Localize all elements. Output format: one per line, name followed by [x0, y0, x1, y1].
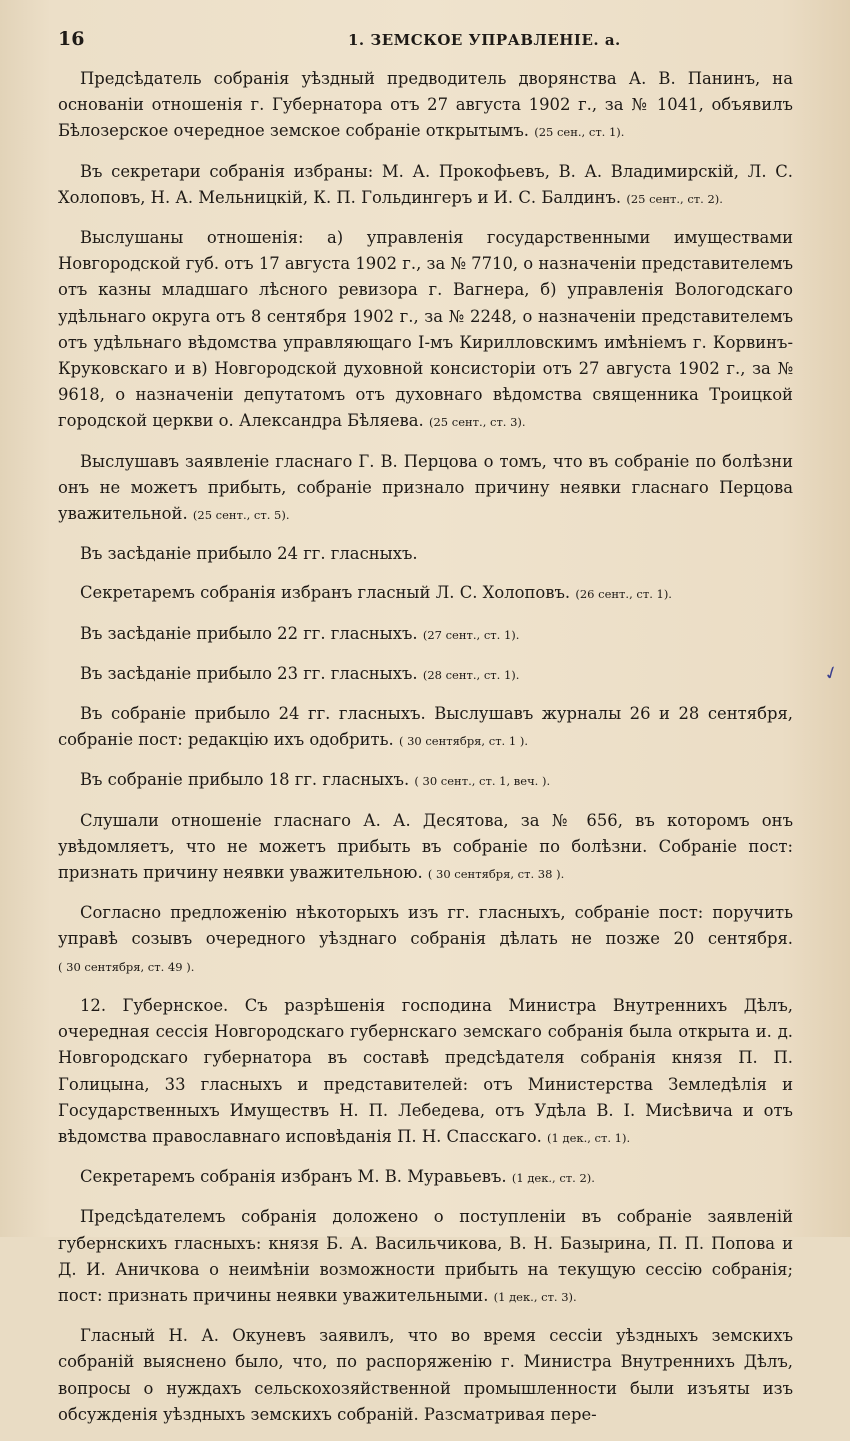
paragraph-text: Слушали отношеніе гласнаго А. А. Десятова, за № 656, въ которомъ онъ увѣдомляетъ, что не можетъ прибыть въ собраніе по болѣзни. Собраніе пост: признать причину неявки уважительною. [58, 810, 793, 883]
paragraph-13 [58, 993, 793, 1151]
paragraph-text: Въ собраніе прибыло 24 гг. гласныхъ. Выслушавъ журналы 26 и 28 сентября, собраніе пост: редакцію ихъ одобрить. [58, 704, 793, 750]
paragraph-text: Въ секретари собранія избраны: М. А. Прокофьевъ, В. А. Владимирскій, Л. С. Холоповъ, Н. А. Мельницкій, К. П. Гольдингеръ и И. С. Балдинъ. [58, 161, 793, 207]
paragraph-text: Предсѣдатель собранія уѣздный предводитель дворянства А. В. Панинъ, на основаніи отношенія г. Губернатора отъ 27 августа 1902 г., за № 1041, объявилъ Бѣлозерское очередное земское собраніе открытымъ. [58, 69, 793, 141]
reference: (28 сент., ст. 1). [422, 667, 520, 682]
paragraph-text: Въ засѣданіе прибыло 24 гг. гласныхъ. [80, 544, 418, 564]
reference: (26 сент., ст. 1). [575, 587, 672, 602]
paragraph-text: 12. Губернское. Съ разрѣшенія господина Министра Внутреннихъ Дѣлъ, очередная сессія Новгородскаго губернскаго земскаго собранія была открыта и. д. Новгородскаго губернатора въ составѣ предсѣдателя собранія князя П. П. Голицына, 33 гласныхъ и представителей: отъ Министерства Земледѣлія и Государственныхъ Имуществъ Н. П. Лебедева, отъ Удѣла В. І. Мисѣвича и отъ вѣдомства православнаго исповѣданія П. Н. Спасскаго. [58, 995, 793, 1146]
reference: (25 сент., ст. 5). [192, 508, 290, 523]
paragraph-10 [58, 767, 793, 794]
paragraph-15 [58, 1204, 793, 1310]
paragraph-3 [58, 225, 793, 436]
reference: ( 30 сент., ст. 1, веч. ). [414, 774, 551, 789]
margin-check-mark-icon: ✓ [820, 661, 843, 686]
running-head: 1. ЗЕМСКОЕ УПРАВЛЕНІЕ. а. [348, 31, 621, 49]
reference: (25 сен., ст. 1). [534, 125, 625, 140]
paragraph-4 [58, 449, 793, 529]
paragraph-text: Согласно предложенію нѣкоторыхъ изъ гг. гласныхъ, собраніе пост: поручить управѣ созывъ очередного уѣзднаго собранія дѣлать не позже 20 сентября. [58, 903, 793, 949]
reference: ( 30 сентября, ст. 38 ). [427, 867, 565, 882]
paragraph-text: Въ засѣданіе прибыло 22 гг. гласныхъ. [80, 623, 418, 643]
paragraph-14 [58, 1164, 793, 1191]
reference: (27 сент., ст. 1). [422, 627, 520, 642]
paragraph-5 [58, 541, 793, 567]
paragraph-8 [58, 661, 793, 688]
body-text [58, 66, 793, 1441]
paragraph-text: Предсѣдателемъ собранія доложено о поступленіи въ собраніе заявленій губернскихъ гласныхъ: князя Б. А. Васильчикова, В. Н. Базырина, П. П. Попова и Д. И. Аничкова о неимѣніи возможности прибыть на текущую сессію собранія; пост: признать причины неявки уважительными. [58, 1207, 793, 1305]
reference: (1 дек., ст. 1). [547, 1130, 631, 1145]
paragraph-text: Въ засѣданіе прибыло 23 гг. гласныхъ. [80, 663, 418, 683]
paragraph-1 [58, 66, 793, 146]
page-number: 16 [58, 28, 85, 50]
paragraph-11 [58, 808, 793, 888]
reference: ( 30 сентября, ст. 49 ). [58, 959, 195, 974]
paragraph-text: Гласный Н. А. Окуневъ заявилъ, что во время сессіи уѣздныхъ земскихъ собраній выяснено было, что, по распоряженію г. Министра Внутреннихъ Дѣлъ, вопросы о нуждахъ сельскохозяйственной промышленности были изъяты изъ обсужденія уѣздныхъ земскихъ собраній. Разсматривая пере- [58, 1326, 793, 1424]
paragraph-text: Выслушаны отношенія: а) управленія государственными имуществами Новгородской губ. отъ 17 августа 1902 г., за № 7710, о назначеніи представителемъ отъ казны младшаго лѣсного ревизора г. Вагнера, б) управленія Вологодскаго удѣльнаго округа отъ 8 сентября 1902 г., за № 2248, о назначеніи представителемъ отъ удѣльнаго вѣдомства управляющаго I-мъ Кирилловскимъ имѣніемъ г. Корвинъ-Круковскаго и в) Новгородской духовной консисторіи отъ 27 августа 1902 г., за № 9618, о назначеніи депутатомъ отъ духовнаго вѣдомства священника Троицкой городской церкви о. Александра Бѣляева. [58, 228, 793, 431]
reference: (1 дек., ст. 3). [493, 1289, 577, 1304]
paragraph-text: Секретаремъ собранія избранъ М. В. Муравьевъ. [80, 1167, 507, 1187]
reference: (25 сент., ст. 2). [626, 191, 723, 206]
paragraph-9 [58, 701, 793, 754]
paragraph-text: Секретаремъ собранія избранъ гласный Л. С. Холоповъ. [80, 583, 571, 603]
reference: (1 дек., ст. 2). [511, 1171, 595, 1186]
paragraph-12 [58, 900, 793, 980]
paragraph-6 [58, 580, 793, 607]
paragraph-16 [58, 1323, 793, 1428]
page-header [58, 28, 792, 52]
reference: ( 30 сентября, ст. 1 ). [398, 734, 528, 749]
reference: (25 сент., ст. 3). [428, 415, 526, 430]
paragraph-2 [58, 159, 793, 212]
paragraph-7 [58, 621, 793, 648]
paragraph-text: Выслушавъ заявленіе гласнаго Г. В. Перцова о томъ, что въ собраніе по болѣзни онъ не можетъ прибыть, собраніе признало причину неявки гласнаго Перцова уважительной. [58, 451, 793, 524]
paragraph-text: Въ собраніе прибыло 18 гг. гласныхъ. [80, 770, 410, 790]
